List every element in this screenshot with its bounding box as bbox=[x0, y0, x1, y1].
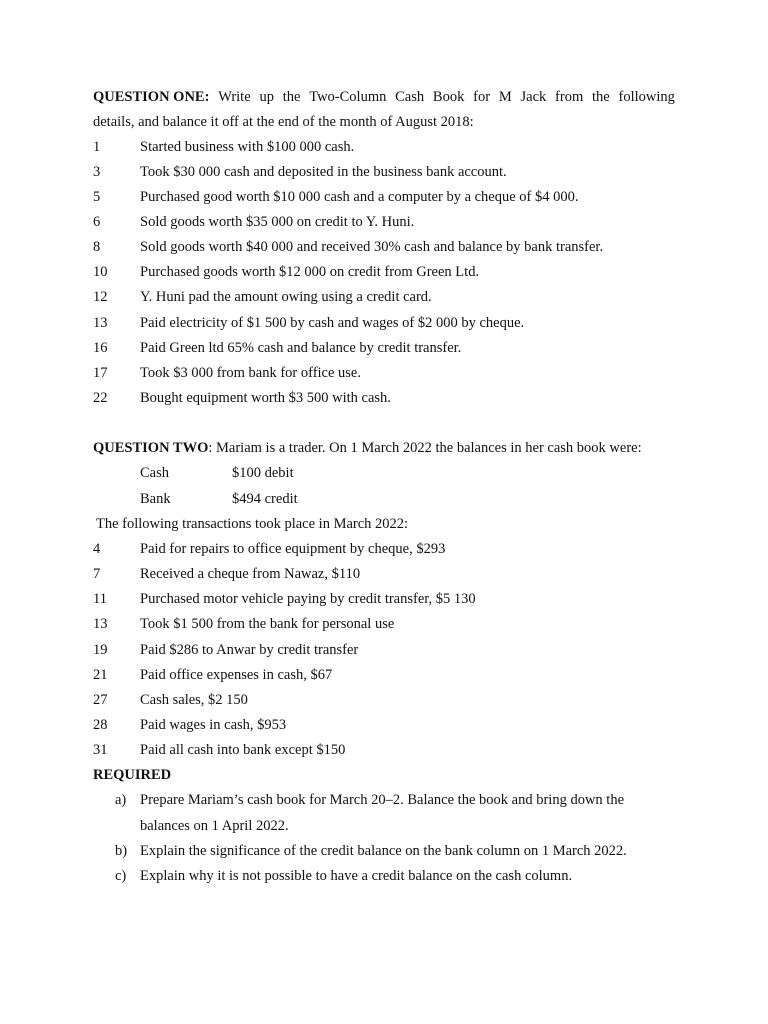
q1-word: Cash bbox=[395, 89, 425, 105]
q1-word: the bbox=[282, 89, 301, 105]
q2-item-text: Received a cheque from Nawaz, $110 bbox=[140, 566, 361, 582]
required-item-continuation bbox=[0, 817, 768, 835]
required-heading: REQUIRED bbox=[93, 767, 172, 783]
q2-item bbox=[0, 540, 768, 558]
q1-item-text: Bought equipment worth $3 500 with cash. bbox=[140, 390, 391, 406]
q1-item-text: Purchased good worth $10 000 cash and a computer by a cheque of $4 000. bbox=[140, 189, 579, 205]
q1-item-text: Sold goods worth $40 000 and received 30% cash and balance by bank transfer. bbox=[140, 239, 604, 255]
q1-item-day: 12 bbox=[93, 289, 108, 305]
required-item bbox=[0, 791, 768, 809]
q2-item-text: Paid for repairs to office equipment by cheque, $293 bbox=[140, 541, 446, 557]
q1-item bbox=[0, 213, 768, 231]
q1-item-day: 17 bbox=[93, 365, 108, 381]
q2-balance-label: Cash bbox=[140, 465, 169, 481]
q1-item bbox=[0, 339, 768, 357]
q1-item bbox=[0, 138, 768, 156]
q1-item-text: Y. Huni pad the amount owing using a credit card. bbox=[140, 289, 432, 305]
q1-item-day: 13 bbox=[93, 315, 108, 331]
q2-item-day: 4 bbox=[93, 541, 101, 557]
q1-item bbox=[0, 163, 768, 181]
required-item-text: Explain why it is not possible to have a credit balance on the cash column. bbox=[140, 868, 573, 884]
q1-word: Write bbox=[218, 89, 251, 105]
q1-item bbox=[0, 188, 768, 206]
q1-item-day: 3 bbox=[93, 164, 101, 180]
q1-item bbox=[0, 238, 768, 256]
q1-word: Book bbox=[432, 89, 465, 105]
q1-heading: QUESTION ONE: bbox=[93, 89, 210, 105]
required-item-letter: c) bbox=[115, 868, 127, 884]
q1-item-day: 5 bbox=[93, 189, 101, 205]
q1-item bbox=[0, 364, 768, 382]
q2-balance-row bbox=[0, 490, 768, 508]
q1-item-day: 6 bbox=[93, 214, 101, 230]
q2-balance-value: $100 debit bbox=[232, 465, 294, 481]
required-item bbox=[0, 842, 768, 860]
q1-item-text: Purchased goods worth $12 000 on credit from Green Ltd. bbox=[140, 264, 480, 280]
q1-item-day: 22 bbox=[93, 390, 108, 406]
q2-balance-label: Bank bbox=[140, 491, 171, 507]
q2-transactions-intro: The following transactions took place in March 2022: bbox=[96, 516, 409, 532]
q2-item-day: 28 bbox=[93, 717, 108, 733]
q2-item bbox=[0, 615, 768, 633]
q2-item-day: 11 bbox=[93, 591, 107, 607]
q1-item-day: 1 bbox=[93, 139, 101, 155]
q1-item-text: Sold goods worth $35 000 on credit to Y. Huni. bbox=[140, 214, 415, 230]
q2-item-day: 31 bbox=[93, 742, 108, 758]
q2-item-text: Paid all cash into bank except $150 bbox=[140, 742, 346, 758]
q2-item bbox=[0, 716, 768, 734]
q2-item-text: Paid $286 to Anwar by credit transfer bbox=[140, 642, 359, 658]
q2-item-day: 27 bbox=[93, 692, 108, 708]
q1-item bbox=[0, 314, 768, 332]
q1-intro-line2: details, and balance it off at the end of the month of August 2018: bbox=[93, 114, 474, 130]
required-item-text: Prepare Mariam’s cash book for March 20–2. Balance the book and bring down the bbox=[140, 792, 625, 808]
required-item-text: balances on 1 April 2022. bbox=[140, 818, 289, 834]
q2-item bbox=[0, 741, 768, 759]
q2-item bbox=[0, 691, 768, 709]
required-item bbox=[0, 867, 768, 885]
q2-item-day: 7 bbox=[93, 566, 101, 582]
q2-item-text: Paid office expenses in cash, $67 bbox=[140, 667, 333, 683]
q1-word: Jack bbox=[520, 89, 547, 105]
q2-item-day: 19 bbox=[93, 642, 108, 658]
q1-word: Two-Column bbox=[309, 89, 387, 105]
q2-item-text: Paid wages in cash, $953 bbox=[140, 717, 287, 733]
q2-balance-value: $494 credit bbox=[232, 491, 298, 507]
q1-word: the bbox=[592, 89, 610, 105]
required-item-letter: a) bbox=[115, 792, 127, 808]
q1-item-text: Took $3 000 from bank for office use. bbox=[140, 365, 361, 381]
q1-item-day: 8 bbox=[93, 239, 101, 255]
required-item-text: Explain the significance of the credit balance on the bank column on 1 March 2022. bbox=[140, 843, 627, 859]
required-item-letter: b) bbox=[115, 843, 128, 859]
q2-item-day: 21 bbox=[93, 667, 108, 683]
q1-word: up bbox=[259, 89, 274, 105]
q1-intro-line1 bbox=[93, 88, 675, 106]
q1-item bbox=[0, 389, 768, 407]
q2-intro: : Mariam is a trader. On 1 March 2022 the balances in her cash book were: bbox=[208, 440, 642, 456]
q2-intro-line bbox=[93, 439, 642, 457]
q2-item bbox=[0, 641, 768, 659]
q1-word: M bbox=[498, 89, 512, 105]
q1-item-text: Paid electricity of $1 500 by cash and wages of $2 000 by cheque. bbox=[140, 315, 525, 331]
q1-item-day: 16 bbox=[93, 340, 108, 356]
q1-item bbox=[0, 288, 768, 306]
q1-word: from bbox=[555, 89, 584, 105]
q1-item-text: Paid Green ltd 65% cash and balance by credit transfer. bbox=[140, 340, 462, 356]
q1-item bbox=[0, 263, 768, 281]
q2-item bbox=[0, 590, 768, 608]
q1-item-text: Started business with $100 000 cash. bbox=[140, 139, 355, 155]
q2-item-text: Purchased motor vehicle paying by credit transfer, $5 130 bbox=[140, 591, 476, 607]
q2-heading: QUESTION TWO bbox=[93, 440, 209, 456]
q2-item-text: Took $1 500 from the bank for personal use bbox=[140, 616, 395, 632]
q1-word: following bbox=[618, 89, 675, 105]
q1-word: for bbox=[473, 89, 491, 105]
q2-item bbox=[0, 565, 768, 583]
q2-item bbox=[0, 666, 768, 684]
q1-item-day: 10 bbox=[93, 264, 108, 280]
q2-item-day: 13 bbox=[93, 616, 108, 632]
q2-item-text: Cash sales, $2 150 bbox=[140, 692, 248, 708]
q1-item-text: Took $30 000 cash and deposited in the business bank account. bbox=[140, 164, 507, 180]
q2-balance-row bbox=[0, 464, 768, 482]
